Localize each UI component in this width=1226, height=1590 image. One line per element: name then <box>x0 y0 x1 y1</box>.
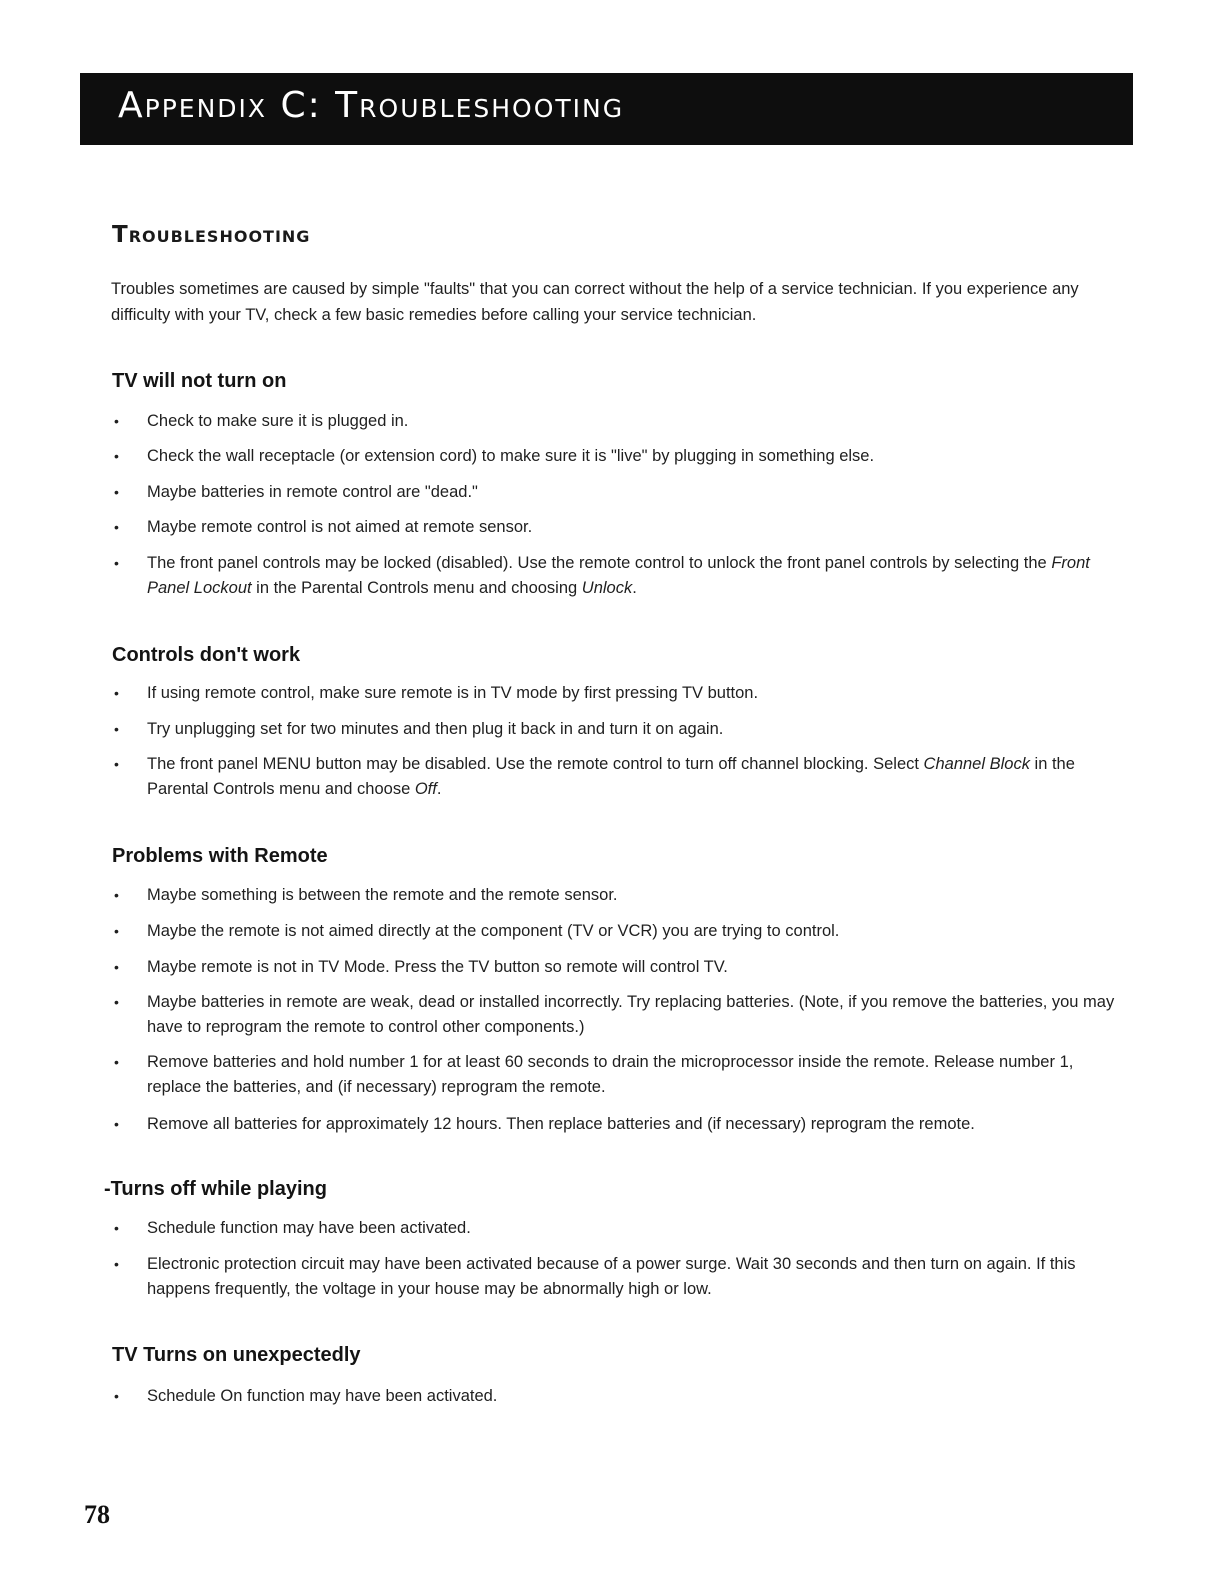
bullet-icon: • <box>114 555 119 571</box>
appendix-banner <box>80 73 1133 145</box>
bullet-icon: • <box>114 685 119 701</box>
page-number: 78 <box>84 1500 110 1529</box>
list-item: • Check the wall receptacle (or extension cord) to make sure it is "live" by plugging in something else. <box>114 444 1124 469</box>
bullet-icon: • <box>114 1220 119 1236</box>
bullet-icon: • <box>114 1054 119 1070</box>
list-item: • Try unplugging set for two minutes and then plug it back in and turn it on again. <box>114 717 1124 742</box>
list-item: • The front panel controls may be locked (disabled). Use the remote control to unlock the front panel controls by selecting the Front Panel Lockout in the Parental Controls menu and choosing Unlock. <box>114 551 1124 601</box>
bullet-icon: • <box>114 1116 119 1132</box>
banner-title: Appendix C: Troubleshooting <box>118 85 625 126</box>
list-item: • The front panel MENU button may be disabled. Use the remote control to turn off channel blocking. Select Channel Block in the Parental Controls menu and choose Off. <box>114 752 1124 802</box>
list-item: • Check to make sure it is plugged in. <box>114 409 1124 434</box>
intro-paragraph: Troubles sometimes are caused by simple "faults" that you can correct without the help of a service technician. If you experience any difficulty with your TV, check a few basic remedies before calling your service technician. <box>111 280 1079 324</box>
bullet-icon: • <box>114 994 119 1010</box>
bullet-icon: • <box>114 1256 119 1272</box>
bullet-icon: • <box>114 1388 119 1404</box>
list-item: • Maybe the remote is not aimed directly at the component (TV or VCR) you are trying to control. <box>114 919 1124 944</box>
list-item: • Maybe something is between the remote and the remote sensor. <box>114 883 1124 908</box>
list-item: • Electronic protection circuit may have been activated because of a power surge. Wait 30 seconds and then turn on again. If this happens frequently, the voltage in your house may be abnormally high or low. <box>114 1252 1124 1302</box>
list-item: • Schedule function may have been activated. <box>114 1216 1124 1241</box>
bullet-icon: • <box>114 756 119 772</box>
heading-turns-off-while-playing: -Turns off while playing <box>104 1178 327 1200</box>
section-title: Troubleshooting <box>112 222 311 248</box>
heading-tv-will-not-turn-on: TV will not turn on <box>112 370 287 392</box>
bullet-icon: • <box>114 887 119 903</box>
list-item: • Maybe batteries in remote control are "dead." <box>114 480 1124 505</box>
list-item: • Maybe batteries in remote are weak, dead or installed incorrectly. Try replacing batteries. (Note, if you remove the batteries, you may have to reprogram the remote to control other components.) <box>114 990 1124 1040</box>
list-item: • If using remote control, make sure remote is in TV mode by first pressing TV button. <box>114 681 1124 706</box>
list-item: • Remove all batteries for approximately 12 hours. Then replace batteries and (if necessary) reprogram the remote. <box>114 1112 1124 1137</box>
bullet-icon: • <box>114 484 119 500</box>
bullet-icon: • <box>114 959 119 975</box>
bullet-icon: • <box>114 721 119 737</box>
heading-controls-dont-work: Controls don't work <box>112 644 301 666</box>
list-item: • Schedule On function may have been activated. <box>114 1384 1124 1409</box>
list-item: • Maybe remote is not in TV Mode. Press the TV button so remote will control TV. <box>114 955 1124 980</box>
bullet-icon: • <box>114 519 119 535</box>
heading-problems-with-remote: Problems with Remote <box>112 845 328 867</box>
list-item: • Maybe remote control is not aimed at remote sensor. <box>114 515 1124 540</box>
bullet-icon: • <box>114 923 119 939</box>
bullet-icon: • <box>114 448 119 464</box>
list-item: • Remove batteries and hold number 1 for at least 60 seconds to drain the microprocessor inside the remote. Release number 1, replace the batteries, and (if necessary) reprogram the remote. <box>114 1050 1124 1100</box>
bullet-icon: • <box>114 413 119 429</box>
heading-tv-turns-on-unexpectedly: TV Turns on unexpectedly <box>112 1344 361 1366</box>
